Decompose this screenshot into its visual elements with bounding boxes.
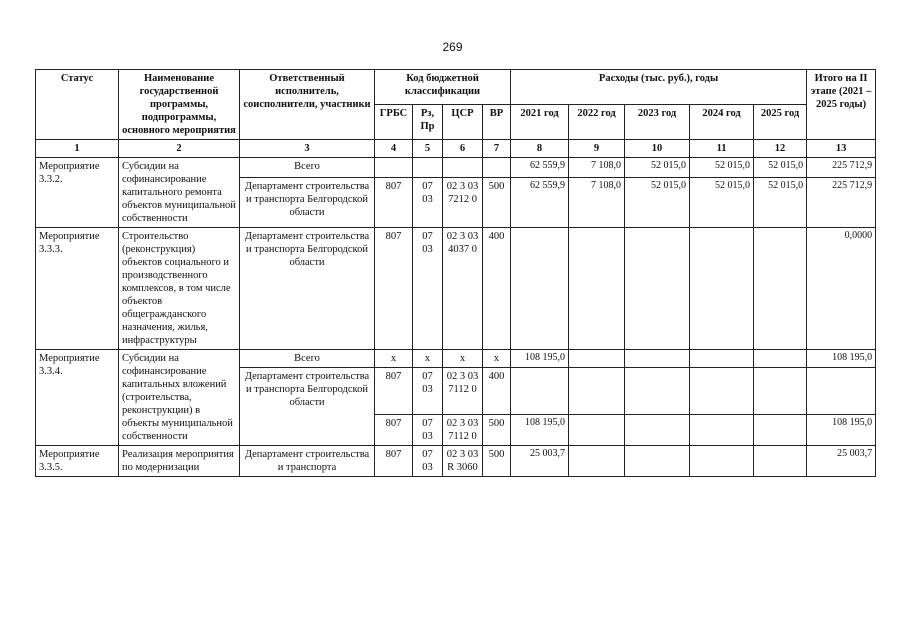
grbs-cell: х [375, 350, 413, 368]
rzpr-cell: 07 03 [413, 178, 443, 228]
value-2024 [690, 228, 754, 350]
value-2023 [625, 368, 690, 415]
value-2024: 52 015,0 [690, 158, 754, 178]
vr-cell: 400 [483, 368, 511, 415]
column-number: 10 [625, 140, 690, 158]
vr-cell: 400 [483, 228, 511, 350]
value-2023 [625, 446, 690, 477]
status-cell: Мероприятие 3.3.2. [36, 158, 119, 228]
grbs-cell: 807 [375, 446, 413, 477]
value-2021 [511, 228, 569, 350]
header-2025: 2025 год [754, 105, 807, 140]
value-2025 [754, 415, 807, 446]
header-row-1 [36, 70, 876, 105]
value-2021: 108 195,0 [511, 415, 569, 446]
rzpr-cell: 07 03 [413, 368, 443, 415]
status-cell: Мероприятие 3.3.5. [36, 446, 119, 477]
header-budget-code: Код бюджетной классификации [375, 70, 511, 105]
rzpr-cell: 07 03 [413, 446, 443, 477]
executor-cell: Департамент строительства и транспорта Белгородской области [240, 228, 375, 350]
table-row [36, 446, 876, 477]
vr-cell [483, 158, 511, 178]
value-2022: 7 108,0 [569, 178, 625, 228]
table-row [36, 228, 876, 350]
value-2023 [625, 350, 690, 368]
value-2024 [690, 415, 754, 446]
name-cell: Субсидии на софинансирование капитального ремонта объектов муниципальной собственности [119, 158, 240, 228]
value-2025 [754, 368, 807, 415]
value-total: 225 712,9 [807, 178, 876, 228]
csr-cell: х [443, 350, 483, 368]
header-executor: Ответственный исполнитель, соисполнители, участники [240, 70, 375, 140]
grbs-cell [375, 158, 413, 178]
executor-cell: Всего [240, 350, 375, 368]
column-number: 7 [483, 140, 511, 158]
header-grbs: ГРБС [375, 105, 413, 140]
column-number: 5 [413, 140, 443, 158]
rzpr-cell: х [413, 350, 443, 368]
grbs-cell: 807 [375, 368, 413, 415]
header-2024: 2024 год [690, 105, 754, 140]
header-status: Статус [36, 70, 119, 140]
value-2025: 52 015,0 [754, 178, 807, 228]
csr-cell: 02 3 03 7112 0 [443, 368, 483, 415]
column-number: 1 [36, 140, 119, 158]
csr-cell: 02 3 03 4037 0 [443, 228, 483, 350]
executor-cell: Всего [240, 158, 375, 178]
name-cell: Строительство (реконструкция) объектов социального и производственного комплексов, в том числе объектов общегражданского назначения, жилья, инфраструктуры [119, 228, 240, 350]
value-2025: 52 015,0 [754, 158, 807, 178]
vr-cell: 500 [483, 415, 511, 446]
value-2021: 25 003,7 [511, 446, 569, 477]
value-2024 [690, 368, 754, 415]
value-2021 [511, 368, 569, 415]
header-2022: 2022 год [569, 105, 625, 140]
value-2022 [569, 368, 625, 415]
header-vr: ВР [483, 105, 511, 140]
grbs-cell: 807 [375, 415, 413, 446]
value-2023: 52 015,0 [625, 158, 690, 178]
value-2022: 7 108,0 [569, 158, 625, 178]
csr-cell: 02 3 03 7112 0 [443, 415, 483, 446]
csr-cell [443, 158, 483, 178]
status-cell: Мероприятие 3.3.4. [36, 350, 119, 446]
vr-cell: х [483, 350, 511, 368]
column-number: 11 [690, 140, 754, 158]
header-csr: ЦСР [443, 105, 483, 140]
budget-table [35, 69, 876, 477]
executor-cell: Департамент строительства и транспорта Белгородской области [240, 178, 375, 228]
vr-cell: 500 [483, 446, 511, 477]
value-total: 225 712,9 [807, 158, 876, 178]
value-2021: 62 559,9 [511, 158, 569, 178]
executor-cell: Департамент строительства и транспорта Белгородской области [240, 368, 375, 446]
value-2023 [625, 415, 690, 446]
value-total: 108 195,0 [807, 415, 876, 446]
rzpr-cell [413, 158, 443, 178]
header-2023: 2023 год [625, 105, 690, 140]
column-number: 12 [754, 140, 807, 158]
name-cell: Субсидии на софинансирование капитальных вложений (строительства, реконструкции) в объекты муниципальной собственности [119, 350, 240, 446]
value-2022 [569, 415, 625, 446]
header-2021: 2021 год [511, 105, 569, 140]
table-row [36, 350, 876, 368]
header-expenses: Расходы (тыс. руб.), годы [511, 70, 807, 105]
value-2022 [569, 228, 625, 350]
csr-cell: 02 3 03 R 3060 [443, 446, 483, 477]
rzpr-cell: 07 03 [413, 415, 443, 446]
column-number: 6 [443, 140, 483, 158]
value-2024 [690, 446, 754, 477]
column-number: 2 [119, 140, 240, 158]
name-cell: Реализация мероприятия по модернизации [119, 446, 240, 477]
value-2023 [625, 228, 690, 350]
value-2025 [754, 446, 807, 477]
column-number: 4 [375, 140, 413, 158]
value-total: 108 195,0 [807, 350, 876, 368]
value-2025 [754, 350, 807, 368]
value-2021: 62 559,9 [511, 178, 569, 228]
column-number: 13 [807, 140, 876, 158]
value-2025 [754, 228, 807, 350]
value-2021: 108 195,0 [511, 350, 569, 368]
executor-cell: Департамент строительства и транспорта [240, 446, 375, 477]
csr-cell: 02 3 03 7212 0 [443, 178, 483, 228]
value-total: 25 003,7 [807, 446, 876, 477]
value-2024 [690, 350, 754, 368]
value-total: 0,0000 [807, 228, 876, 350]
value-2022 [569, 350, 625, 368]
value-2024: 52 015,0 [690, 178, 754, 228]
header-name: Наименование государственной программы, подпрограммы, основного мероприятия [119, 70, 240, 140]
value-2022 [569, 446, 625, 477]
table-row [36, 158, 876, 178]
value-2023: 52 015,0 [625, 178, 690, 228]
grbs-cell: 807 [375, 228, 413, 350]
grbs-cell: 807 [375, 178, 413, 228]
page-number: 269 [442, 40, 463, 54]
column-number-row [36, 140, 876, 158]
column-number: 8 [511, 140, 569, 158]
rzpr-cell: 07 03 [413, 228, 443, 350]
column-number: 3 [240, 140, 375, 158]
value-total [807, 368, 876, 415]
column-number: 9 [569, 140, 625, 158]
vr-cell: 500 [483, 178, 511, 228]
status-cell: Мероприятие 3.3.3. [36, 228, 119, 350]
header-total: Итого на II этапе (2021 – 2025 годы) [807, 70, 876, 140]
header-rz-pr: Рз, Пр [413, 105, 443, 140]
